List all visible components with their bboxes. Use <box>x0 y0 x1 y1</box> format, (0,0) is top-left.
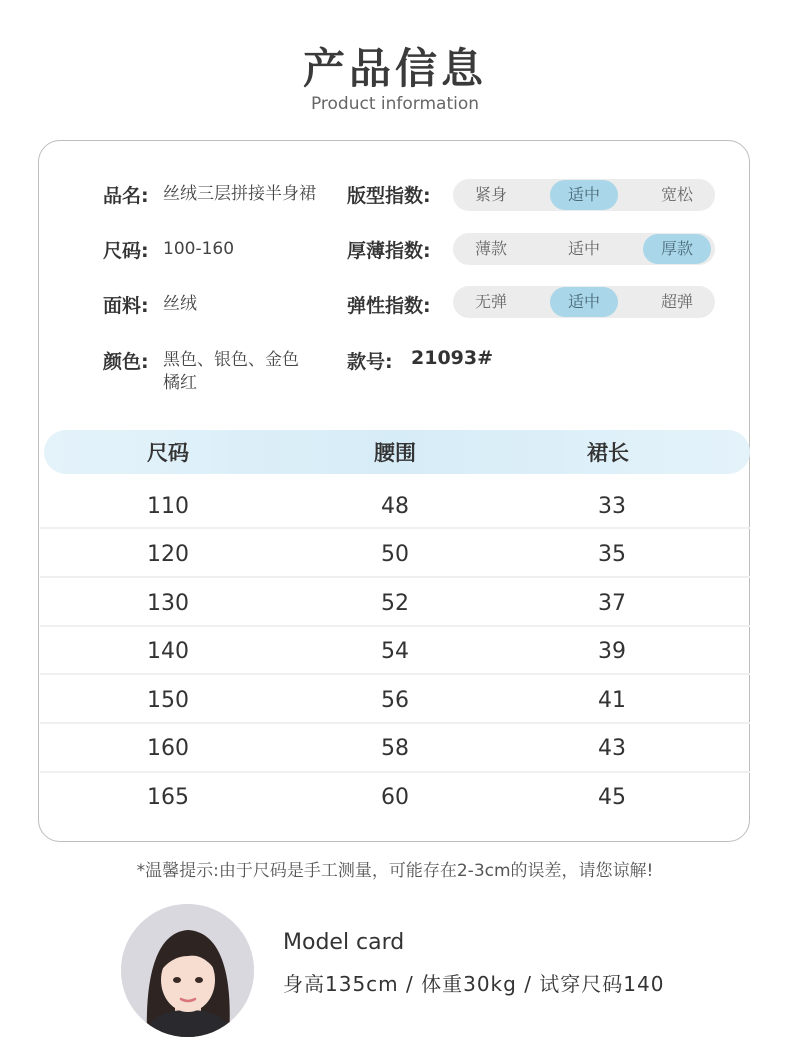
cell-size: 160 <box>147 736 189 761</box>
page-subtitle: Product information <box>310 94 480 114</box>
cell-size: 110 <box>147 494 189 519</box>
table-row <box>40 678 750 726</box>
thickness-option-medium: 适中 <box>567 239 600 258</box>
cell-waist: 56 <box>381 688 409 713</box>
cell-length: 45 <box>598 785 626 810</box>
cell-waist: 60 <box>381 785 409 810</box>
fit-index-label: 版型指数: <box>347 185 431 207</box>
elasticity-option-high: 超弹 <box>660 292 693 311</box>
measurement-note: *温馨提示:由于尺码是手工测量，可能存在2-3cm的误差，请您谅解! <box>136 861 654 881</box>
fabric-label: 面料: <box>103 295 149 317</box>
cell-waist: 48 <box>381 494 409 519</box>
cell-size: 130 <box>147 591 189 616</box>
model-avatar <box>121 904 254 1037</box>
cell-waist: 52 <box>381 591 409 616</box>
model-portrait-icon <box>121 904 254 1037</box>
table-row <box>40 629 750 677</box>
column-header-size: 尺码 <box>147 441 189 465</box>
style-number-label: 款号: <box>347 351 393 373</box>
elasticity-index-meter <box>453 286 715 318</box>
thickness-index-label: 厚薄指数: <box>347 240 431 262</box>
fit-index-meter <box>453 179 715 211</box>
page-title: 产品信息 <box>302 44 487 93</box>
thickness-option-thin: 薄款 <box>474 239 507 258</box>
table-row <box>40 532 750 580</box>
row-divider <box>40 576 750 578</box>
cell-length: 37 <box>598 591 626 616</box>
row-divider <box>40 722 750 724</box>
cell-size: 120 <box>147 542 189 567</box>
cell-size: 165 <box>147 785 189 810</box>
column-header-length: 裙长 <box>587 441 629 465</box>
row-divider <box>40 625 750 627</box>
table-row <box>40 484 750 532</box>
cell-length: 41 <box>598 688 626 713</box>
fabric-value: 丝绒 <box>163 294 197 314</box>
row-divider <box>40 771 750 773</box>
elasticity-option-medium: 适中 <box>550 287 618 317</box>
fit-option-loose: 宽松 <box>660 185 693 204</box>
cell-waist: 50 <box>381 542 409 567</box>
name-label: 品名: <box>103 185 149 207</box>
table-row <box>40 775 750 823</box>
fit-option-tight: 紧身 <box>474 185 507 204</box>
size-value: 100-160 <box>163 239 235 259</box>
cell-length: 35 <box>598 542 626 567</box>
row-divider <box>40 673 750 675</box>
cell-waist: 58 <box>381 736 409 761</box>
style-number-value: 21093# <box>411 347 494 369</box>
color-value-line1: 黑色、银色、金色 <box>163 350 299 370</box>
color-label: 颜色: <box>103 351 149 373</box>
model-card-detail: 身高135cm / 体重30kg / 试穿尺码140 <box>283 972 665 996</box>
column-header-waist: 腰围 <box>374 441 416 465</box>
cell-waist: 54 <box>381 639 409 664</box>
table-row <box>40 581 750 629</box>
cell-length: 33 <box>598 494 626 519</box>
cell-size: 140 <box>147 639 189 664</box>
elasticity-index-label: 弹性指数: <box>347 295 431 317</box>
thickness-option-thick: 厚款 <box>643 234 711 264</box>
cell-length: 43 <box>598 736 626 761</box>
model-card-title: Model card <box>283 930 405 955</box>
elasticity-option-none: 无弹 <box>474 292 507 311</box>
table-row <box>40 726 750 774</box>
name-value: 丝绒三层拼接半身裙 <box>163 184 316 204</box>
size-label: 尺码: <box>103 240 149 262</box>
color-value-line2: 橘红 <box>163 373 197 393</box>
row-divider <box>40 527 750 529</box>
cell-size: 150 <box>147 688 189 713</box>
cell-length: 39 <box>598 639 626 664</box>
thickness-index-meter <box>453 233 715 265</box>
fit-option-medium: 适中 <box>550 180 618 210</box>
